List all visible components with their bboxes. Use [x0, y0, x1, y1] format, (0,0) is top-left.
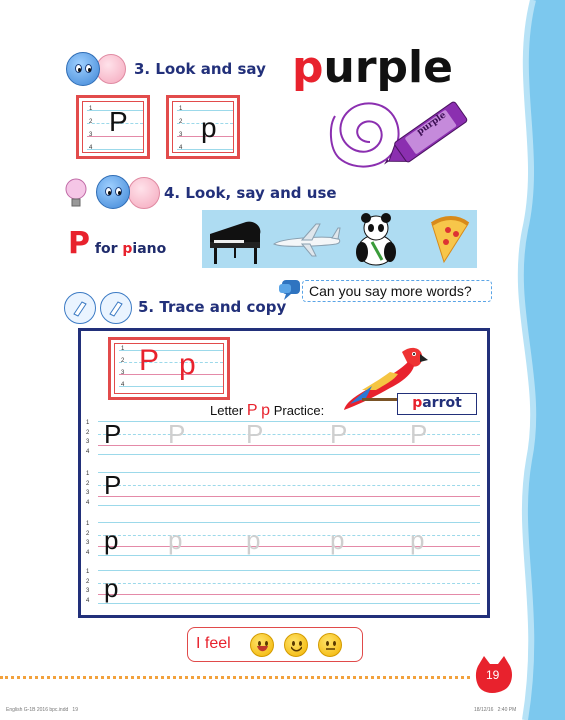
- lightbulb-icon: [64, 177, 88, 209]
- section3-icon-faces: [66, 52, 130, 86]
- picture-strip: [202, 210, 477, 268]
- trace-card-upper-letter: P: [139, 344, 160, 377]
- p-for-piano: [68, 226, 166, 261]
- big-letter-p: P: [68, 226, 90, 261]
- card-letter-upper: P: [109, 106, 128, 137]
- ghost-letter: P: [246, 419, 264, 449]
- blue-face-icon: [66, 52, 100, 86]
- page-edge-wave: [495, 0, 565, 720]
- section4-title: 4. Look, say and use: [164, 184, 337, 202]
- rule-number: 1: [121, 346, 125, 352]
- rule-number: 4: [179, 145, 183, 151]
- panda-image: [352, 212, 400, 266]
- letter-card-lower: [166, 95, 240, 159]
- row2-lead-letter: P: [104, 470, 122, 500]
- blue-face-icon: [96, 175, 130, 209]
- piano-rest: iano: [132, 241, 167, 257]
- rule-number: 2: [121, 358, 125, 364]
- row4-lead-letter: p: [104, 573, 119, 603]
- parrot-rest: arrot: [422, 395, 462, 411]
- letter-card-upper: [76, 95, 150, 159]
- happy-face-button[interactable]: [250, 633, 274, 657]
- practice-suffix: Practice:: [273, 403, 325, 418]
- rule-number: 3: [179, 132, 183, 138]
- hero-word-rest: urple: [323, 42, 453, 93]
- more-words-bubble: [302, 280, 492, 302]
- pizza-image: [428, 214, 470, 264]
- crayon-label: purple: [415, 110, 449, 138]
- section3-title: 3. Look and say: [134, 60, 266, 78]
- row1-numbers: 1 2 3 4: [86, 420, 90, 455]
- row1-lead-letter: P: [104, 419, 122, 449]
- parrot-first-letter: p: [412, 395, 423, 411]
- smiling-face-button[interactable]: [284, 633, 308, 657]
- practice-prefix: Letter: [210, 403, 244, 418]
- piano-first-letter: p: [122, 241, 133, 257]
- ghost-letter: p: [330, 525, 345, 555]
- rule-number: 3: [121, 370, 125, 376]
- practice-label: [210, 402, 324, 420]
- row3-lead-letter: p: [104, 525, 119, 555]
- pink-face-icon: [96, 54, 126, 84]
- hero-word-first-letter: p: [292, 42, 324, 93]
- practice-lower: p: [261, 402, 271, 419]
- ghost-letter: P: [330, 419, 348, 449]
- page-number: 19: [486, 668, 500, 682]
- rule-number: 4: [121, 382, 125, 388]
- airplane-image: [272, 220, 342, 260]
- card-letter-lower: p: [201, 112, 217, 143]
- trace-letter-card: [108, 337, 230, 400]
- ghost-letter: p: [410, 525, 425, 555]
- rule-number: 3: [89, 132, 93, 138]
- row4-numbers: 1 2 3 4: [86, 569, 90, 604]
- purple-crayon-image: [325, 86, 475, 188]
- section5-icon-group: [64, 292, 138, 324]
- rule-number: 2: [89, 119, 93, 125]
- piano-image: [206, 214, 264, 266]
- feel-label: I feel: [196, 635, 231, 652]
- rule-number: 1: [179, 106, 183, 112]
- rule-number: 1: [89, 106, 93, 112]
- practice-row-2[interactable]: [98, 472, 480, 506]
- footer-dotted-line: [0, 676, 470, 679]
- footer-timestamp: 18/12/16 2:40 PM: [474, 707, 517, 713]
- row2-numbers: 1 2 3 4: [86, 471, 90, 506]
- practice-row-3[interactable]: [98, 522, 480, 556]
- neutral-face-button[interactable]: [318, 633, 342, 657]
- rule-number: 4: [89, 145, 93, 151]
- parrot-word-box: [397, 393, 477, 415]
- footer-file-label: English G-1B 2016 bpc.indd 19: [6, 707, 78, 713]
- more-words-text: Can you say more words?: [309, 283, 472, 299]
- practice-row-4[interactable]: [98, 570, 480, 604]
- trace-card-lower-letter: p: [179, 348, 196, 381]
- for-word: for: [90, 241, 123, 257]
- section4-icon-group: [64, 175, 164, 211]
- rule-number: 2: [179, 119, 183, 125]
- hero-word: [292, 44, 453, 92]
- practice-row-1[interactable]: [98, 421, 480, 455]
- ghost-letter: P: [410, 419, 428, 449]
- feelings-box: [187, 627, 363, 662]
- row3-numbers: 1 2 3 4: [86, 521, 90, 556]
- practice-upper: P: [246, 402, 258, 419]
- ghost-letter: p: [168, 525, 183, 555]
- ghost-letter: p: [246, 525, 261, 555]
- section5-title: 5. Trace and copy: [138, 298, 287, 316]
- pink-face-icon: [128, 177, 160, 209]
- ghost-letter: P: [168, 419, 186, 449]
